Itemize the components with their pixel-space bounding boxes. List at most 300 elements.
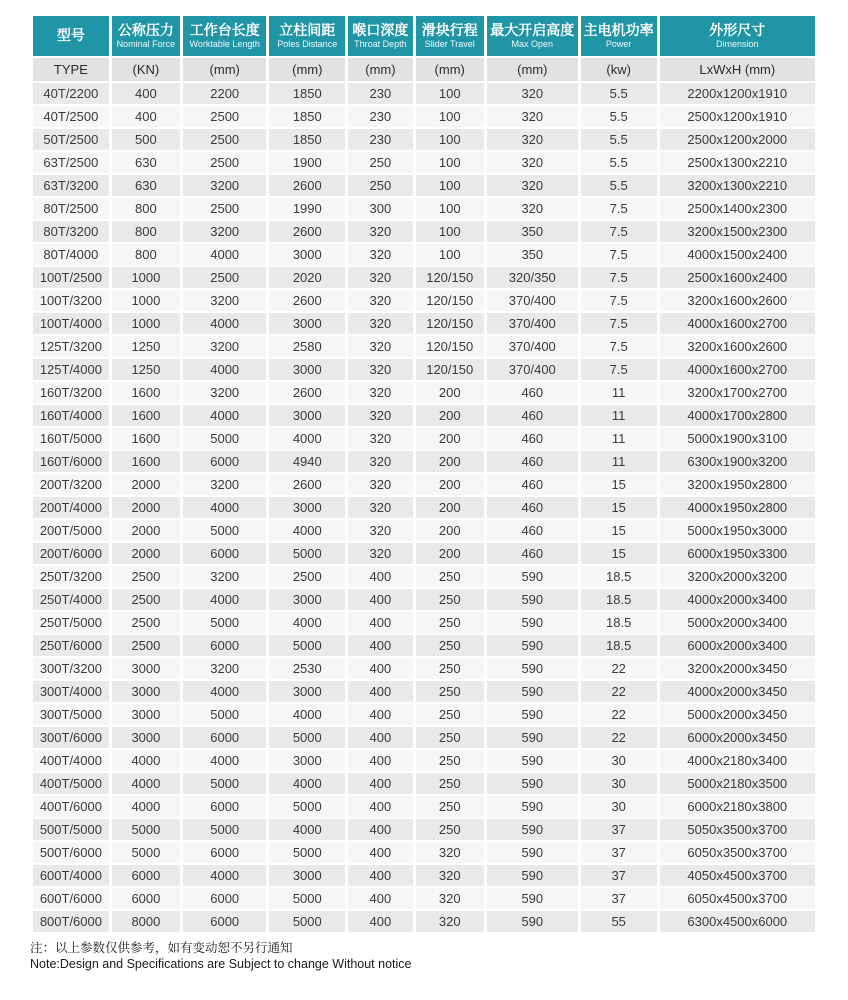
footnotes [30, 940, 818, 972]
footnote-en: Note:Design and Specifications are Subject to change Without notice [30, 957, 412, 971]
cell-type: 40T/2200 [33, 83, 109, 104]
cell-type: 100T/3200 [33, 290, 109, 311]
cell-value: 55 [581, 911, 657, 932]
table-row [33, 750, 815, 771]
column-title-zh: 立柱间距 [279, 21, 336, 38]
table-row [33, 819, 815, 840]
cell-value: 250 [416, 773, 484, 794]
cell-type: 200T/6000 [33, 543, 109, 564]
cell-value: 6050x4500x3700 [660, 888, 815, 909]
cell-value: 2500 [183, 106, 266, 127]
cell-value: 320 [348, 221, 412, 242]
cell-value: 3000 [269, 244, 345, 265]
cell-value: 4000 [269, 773, 345, 794]
cell-value: 250 [416, 566, 484, 587]
cell-value: 6300x4500x6000 [660, 911, 815, 932]
cell-value: 3200x1300x2210 [660, 175, 815, 196]
cell-value: 320 [348, 359, 412, 380]
cell-value: 5000 [183, 612, 266, 633]
cell-value: 2600 [269, 474, 345, 495]
cell-value: 6000 [183, 888, 266, 909]
cell-value: 400 [348, 865, 412, 886]
cell-value: 3000 [112, 704, 180, 725]
cell-type: 160T/5000 [33, 428, 109, 449]
cell-value: 590 [487, 888, 578, 909]
cell-value: 3200x1600x2600 [660, 290, 815, 311]
cell-value: 3000 [269, 750, 345, 771]
cell-value: 3000 [269, 497, 345, 518]
cell-value: 4050x4500x3700 [660, 865, 815, 886]
cell-value: 250 [416, 796, 484, 817]
cell-value: 460 [487, 428, 578, 449]
cell-type: 300T/3200 [33, 658, 109, 679]
cell-value: 400 [348, 658, 412, 679]
cell-value: 2500x1300x2210 [660, 152, 815, 173]
cell-value: 1850 [269, 129, 345, 150]
cell-value: 30 [581, 750, 657, 771]
cell-type: 400T/4000 [33, 750, 109, 771]
cell-value: 590 [487, 658, 578, 679]
table-row [33, 911, 815, 932]
table-row [33, 773, 815, 794]
cell-type: 600T/6000 [33, 888, 109, 909]
cell-type: 160T/3200 [33, 382, 109, 403]
cell-value: 3200x1700x2700 [660, 382, 815, 403]
cell-value: 3200x1600x2600 [660, 336, 815, 357]
cell-value: 4000 [112, 750, 180, 771]
table-row [33, 175, 815, 196]
cell-value: 320 [348, 244, 412, 265]
cell-value: 2000 [112, 543, 180, 564]
cell-value: 590 [487, 819, 578, 840]
cell-type: 200T/5000 [33, 520, 109, 541]
cell-value: 120/150 [416, 359, 484, 380]
cell-value: 320 [348, 451, 412, 472]
table-row [33, 152, 815, 173]
cell-value: 2500x1200x1910 [660, 106, 815, 127]
cell-value: 5000 [269, 911, 345, 932]
cell-value: 5000 [269, 842, 345, 863]
cell-value: 320 [348, 290, 412, 311]
spec-table [30, 14, 818, 934]
cell-value: 800 [112, 198, 180, 219]
column-title-en: Dimension [716, 38, 759, 49]
cell-value: 7.5 [581, 336, 657, 357]
cell-value: 37 [581, 842, 657, 863]
cell-value: 5050x3500x3700 [660, 819, 815, 840]
table-row [33, 543, 815, 564]
cell-value: 100 [416, 198, 484, 219]
cell-value: 200 [416, 405, 484, 426]
table-row [33, 290, 815, 311]
cell-value: 4000x2000x3450 [660, 681, 815, 702]
cell-value: 250 [416, 727, 484, 748]
table-row [33, 842, 815, 863]
cell-value: 200 [416, 451, 484, 472]
cell-value: 2530 [269, 658, 345, 679]
cell-value: 400 [348, 635, 412, 656]
cell-value: 400 [348, 911, 412, 932]
footnote-zh: 注：以上参数仅供参考，如有变动恕不另行通知 [30, 941, 293, 955]
cell-value: 1000 [112, 267, 180, 288]
cell-value: 400 [348, 589, 412, 610]
cell-value: 22 [581, 727, 657, 748]
spec-table-header [33, 16, 815, 81]
cell-value: 18.5 [581, 589, 657, 610]
column-title-zh: 主电机功率 [583, 21, 654, 38]
cell-value: 320 [348, 313, 412, 334]
cell-value: 400 [348, 681, 412, 702]
cell-value: 320 [416, 888, 484, 909]
cell-value: 250 [348, 175, 412, 196]
cell-value: 400 [348, 727, 412, 748]
cell-value: 350 [487, 244, 578, 265]
cell-value: 320 [487, 129, 578, 150]
column-header-4 [348, 16, 412, 56]
cell-value: 120/150 [416, 336, 484, 357]
cell-value: 5000x2000x3450 [660, 704, 815, 725]
cell-value: 2580 [269, 336, 345, 357]
cell-value: 400 [348, 842, 412, 863]
cell-value: 2500 [112, 566, 180, 587]
table-row [33, 336, 815, 357]
cell-value: 250 [416, 635, 484, 656]
cell-value: 590 [487, 612, 578, 633]
cell-type: 100T/4000 [33, 313, 109, 334]
cell-value: 120/150 [416, 313, 484, 334]
column-title-en: Throat Depth [354, 38, 407, 49]
table-row [33, 704, 815, 725]
cell-value: 590 [487, 865, 578, 886]
table-row [33, 589, 815, 610]
table-row [33, 865, 815, 886]
cell-value: 370/400 [487, 359, 578, 380]
cell-value: 2600 [269, 175, 345, 196]
cell-value: 460 [487, 543, 578, 564]
cell-value: 590 [487, 750, 578, 771]
cell-value: 5.5 [581, 175, 657, 196]
cell-value: 3200 [183, 566, 266, 587]
cell-value: 590 [487, 773, 578, 794]
table-row [33, 405, 815, 426]
cell-type: 80T/2500 [33, 198, 109, 219]
cell-type: 300T/6000 [33, 727, 109, 748]
cell-value: 1850 [269, 106, 345, 127]
cell-value: 2500 [269, 566, 345, 587]
cell-value: 4000x1500x2400 [660, 244, 815, 265]
cell-value: 7.5 [581, 313, 657, 334]
cell-value: 7.5 [581, 221, 657, 242]
cell-value: 4000 [269, 428, 345, 449]
cell-value: 370/400 [487, 336, 578, 357]
column-header-5 [416, 16, 484, 56]
cell-value: 2200x1200x1910 [660, 83, 815, 104]
cell-value: 400 [112, 106, 180, 127]
column-title-en: Max Open [511, 38, 554, 49]
cell-value: 250 [416, 658, 484, 679]
cell-value: 320 [416, 911, 484, 932]
cell-value: 460 [487, 497, 578, 518]
table-row [33, 83, 815, 104]
column-title-zh: 滑块行程 [421, 21, 478, 38]
cell-value: 350 [487, 221, 578, 242]
cell-value: 15 [581, 520, 657, 541]
cell-value: 37 [581, 865, 657, 886]
cell-value: 4000x1600x2700 [660, 359, 815, 380]
cell-value: 100 [416, 106, 484, 127]
cell-value: 4000 [183, 750, 266, 771]
column-title-zh: 外形尺寸 [709, 21, 766, 38]
table-row [33, 520, 815, 541]
cell-value: 100 [416, 175, 484, 196]
cell-value: 2600 [269, 382, 345, 403]
cell-value: 6000x2000x3400 [660, 635, 815, 656]
header-row-units [33, 58, 815, 81]
cell-value: 460 [487, 474, 578, 495]
cell-value: 400 [348, 704, 412, 725]
cell-value: 4000 [112, 796, 180, 817]
cell-type: 63T/3200 [33, 175, 109, 196]
cell-value: 3200x2000x3450 [660, 658, 815, 679]
cell-value: 5000 [269, 635, 345, 656]
column-unit-2: (mm) [183, 58, 266, 81]
cell-type: 250T/3200 [33, 566, 109, 587]
cell-type: 300T/5000 [33, 704, 109, 725]
cell-value: 3000 [269, 589, 345, 610]
cell-value: 2000 [112, 497, 180, 518]
cell-value: 3000 [269, 313, 345, 334]
column-title-zh: 最大开启高度 [490, 21, 575, 38]
cell-value: 400 [348, 796, 412, 817]
cell-value: 5.5 [581, 106, 657, 127]
cell-value: 6000x2180x3800 [660, 796, 815, 817]
cell-value: 1250 [112, 359, 180, 380]
table-row [33, 451, 815, 472]
cell-value: 7.5 [581, 359, 657, 380]
cell-value: 6000x2000x3450 [660, 727, 815, 748]
cell-value: 200 [416, 497, 484, 518]
cell-value: 460 [487, 520, 578, 541]
cell-value: 15 [581, 543, 657, 564]
cell-value: 500 [112, 129, 180, 150]
cell-value: 590 [487, 681, 578, 702]
cell-value: 4000 [183, 681, 266, 702]
column-header-7 [581, 16, 657, 56]
table-row [33, 635, 815, 656]
cell-value: 590 [487, 589, 578, 610]
cell-value: 5000 [112, 842, 180, 863]
cell-value: 3200 [183, 336, 266, 357]
cell-value: 100 [416, 244, 484, 265]
column-title-en: Power [605, 38, 632, 49]
cell-value: 100 [416, 152, 484, 173]
cell-type: 200T/3200 [33, 474, 109, 495]
cell-value: 6000 [183, 451, 266, 472]
cell-value: 200 [416, 382, 484, 403]
cell-value: 1990 [269, 198, 345, 219]
cell-value: 460 [487, 451, 578, 472]
cell-value: 5000 [269, 727, 345, 748]
cell-value: 300 [348, 198, 412, 219]
cell-value: 400 [348, 888, 412, 909]
cell-value: 2000 [112, 520, 180, 541]
cell-value: 4000 [183, 244, 266, 265]
cell-value: 5000 [183, 773, 266, 794]
cell-value: 6000x1950x3300 [660, 543, 815, 564]
cell-value: 4000x2180x3400 [660, 750, 815, 771]
cell-value: 4940 [269, 451, 345, 472]
cell-value: 1600 [112, 428, 180, 449]
cell-value: 200 [416, 474, 484, 495]
cell-value: 4000x1950x2800 [660, 497, 815, 518]
table-row [33, 658, 815, 679]
column-unit-5: (mm) [416, 58, 484, 81]
cell-value: 3000 [269, 681, 345, 702]
cell-value: 4000 [269, 704, 345, 725]
cell-value: 7.5 [581, 267, 657, 288]
cell-value: 1600 [112, 405, 180, 426]
cell-type: 40T/2500 [33, 106, 109, 127]
cell-value: 4000 [183, 359, 266, 380]
cell-value: 400 [348, 819, 412, 840]
cell-value: 320 [487, 83, 578, 104]
cell-type: 500T/5000 [33, 819, 109, 840]
cell-value: 6000 [183, 842, 266, 863]
cell-value: 30 [581, 796, 657, 817]
cell-value: 630 [112, 152, 180, 173]
cell-value: 400 [112, 83, 180, 104]
cell-value: 2500x1400x2300 [660, 198, 815, 219]
cell-value: 590 [487, 911, 578, 932]
column-header-2 [183, 16, 266, 56]
cell-value: 320 [348, 267, 412, 288]
cell-value: 200 [416, 543, 484, 564]
cell-value: 250 [416, 612, 484, 633]
cell-value: 3200x1500x2300 [660, 221, 815, 242]
cell-value: 15 [581, 474, 657, 495]
cell-value: 3000 [112, 658, 180, 679]
table-row [33, 313, 815, 334]
cell-value: 250 [416, 704, 484, 725]
cell-value: 2500 [112, 612, 180, 633]
table-row [33, 198, 815, 219]
cell-value: 15 [581, 497, 657, 518]
column-title-en: Poles Distance [277, 38, 338, 49]
cell-value: 3200 [183, 474, 266, 495]
cell-value: 3000 [112, 681, 180, 702]
cell-value: 320 [348, 520, 412, 541]
cell-value: 320 [416, 865, 484, 886]
cell-value: 11 [581, 382, 657, 403]
cell-value: 230 [348, 129, 412, 150]
cell-value: 460 [487, 405, 578, 426]
cell-value: 120/150 [416, 267, 484, 288]
cell-value: 320 [348, 428, 412, 449]
cell-value: 11 [581, 428, 657, 449]
cell-value: 370/400 [487, 313, 578, 334]
cell-value: 30 [581, 773, 657, 794]
table-row [33, 359, 815, 380]
column-title-en: Slider Travel [424, 38, 475, 49]
cell-type: 80T/4000 [33, 244, 109, 265]
column-header-3 [269, 16, 345, 56]
cell-value: 3200 [183, 221, 266, 242]
cell-type: 125T/3200 [33, 336, 109, 357]
cell-value: 320 [487, 152, 578, 173]
cell-value: 5000 [112, 819, 180, 840]
cell-value: 18.5 [581, 612, 657, 633]
cell-value: 630 [112, 175, 180, 196]
column-unit-0: TYPE [33, 58, 109, 81]
cell-value: 250 [416, 589, 484, 610]
cell-value: 4000 [183, 589, 266, 610]
cell-value: 6000 [183, 635, 266, 656]
cell-value: 320 [348, 336, 412, 357]
column-unit-7: (kw) [581, 58, 657, 81]
cell-type: 50T/2500 [33, 129, 109, 150]
column-unit-3: (mm) [269, 58, 345, 81]
cell-value: 120/150 [416, 290, 484, 311]
cell-value: 250 [416, 681, 484, 702]
cell-value: 320 [348, 474, 412, 495]
cell-value: 7.5 [581, 290, 657, 311]
cell-value: 2500 [183, 198, 266, 219]
cell-value: 6000 [183, 727, 266, 748]
cell-value: 2020 [269, 267, 345, 288]
cell-value: 37 [581, 819, 657, 840]
cell-value: 250 [416, 750, 484, 771]
cell-value: 400 [348, 750, 412, 771]
cell-value: 5000x2180x3500 [660, 773, 815, 794]
cell-value: 3200 [183, 290, 266, 311]
cell-type: 100T/2500 [33, 267, 109, 288]
cell-value: 460 [487, 382, 578, 403]
spec-table-body [33, 83, 815, 932]
cell-value: 4000x1600x2700 [660, 313, 815, 334]
cell-value: 320 [348, 497, 412, 518]
column-title-en: Nominal Force [116, 38, 176, 49]
cell-value: 4000 [269, 612, 345, 633]
cell-value: 400 [348, 773, 412, 794]
table-row [33, 888, 815, 909]
cell-value: 590 [487, 842, 578, 863]
cell-type: 125T/4000 [33, 359, 109, 380]
cell-value: 4000 [183, 497, 266, 518]
cell-value: 11 [581, 405, 657, 426]
cell-type: 80T/3200 [33, 221, 109, 242]
column-title-zh: 喉口深度 [352, 21, 409, 38]
cell-value: 1000 [112, 290, 180, 311]
cell-value: 18.5 [581, 566, 657, 587]
cell-value: 4000x1700x2800 [660, 405, 815, 426]
cell-value: 2500x1200x2000 [660, 129, 815, 150]
cell-value: 3000 [112, 727, 180, 748]
column-unit-1: (KN) [112, 58, 180, 81]
cell-value: 1000 [112, 313, 180, 334]
cell-value: 2500 [183, 152, 266, 173]
cell-value: 5.5 [581, 129, 657, 150]
cell-value: 22 [581, 681, 657, 702]
cell-value: 7.5 [581, 198, 657, 219]
column-title-zh: 型号 [56, 27, 85, 43]
table-row [33, 106, 815, 127]
cell-value: 6000 [112, 865, 180, 886]
cell-value: 5000x1950x3000 [660, 520, 815, 541]
cell-value: 230 [348, 83, 412, 104]
cell-value: 11 [581, 451, 657, 472]
cell-value: 3000 [269, 405, 345, 426]
cell-value: 2500 [112, 635, 180, 656]
